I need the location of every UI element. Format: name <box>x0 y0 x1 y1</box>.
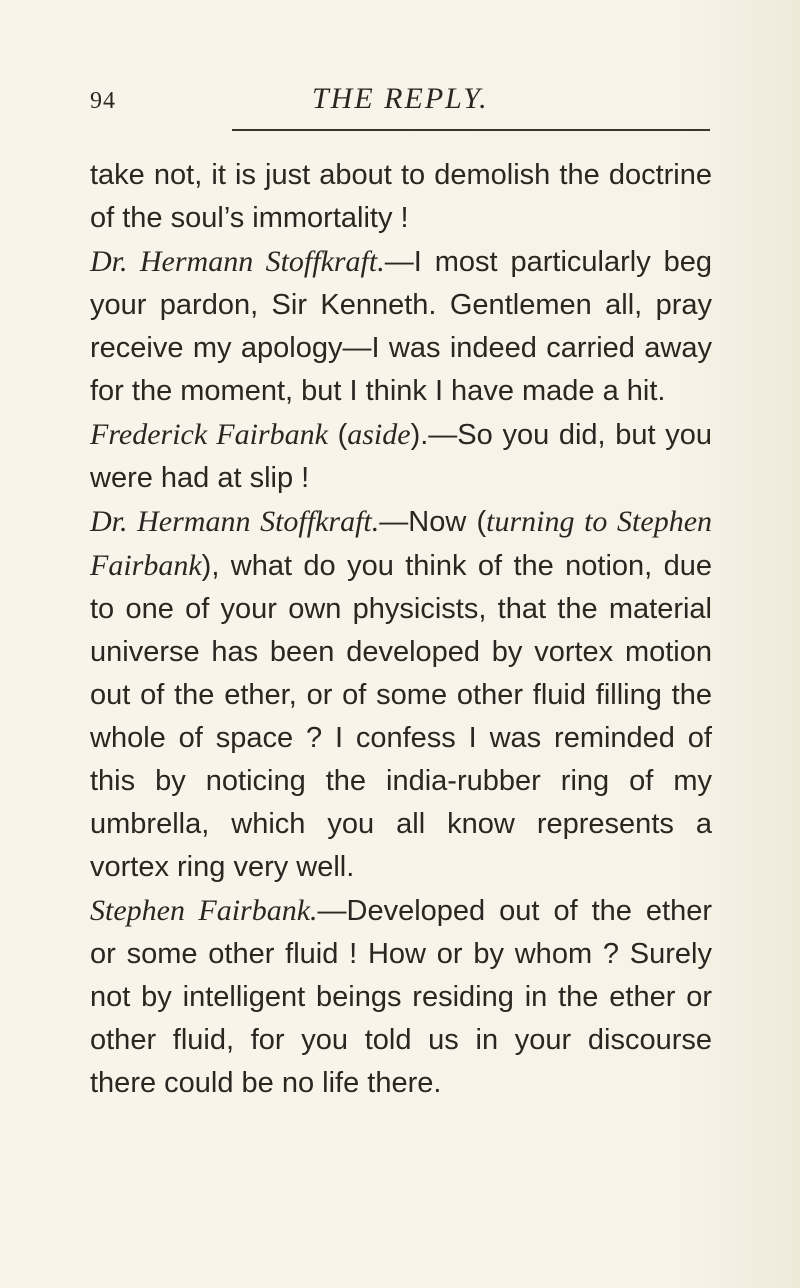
speaker-frederick-fairbank: Frederick Fairbank <box>90 418 328 451</box>
speaker-hermann-stoffkraft: Dr. Hermann Stoffkraft. <box>90 245 385 278</box>
paragraph-5 <box>90 889 712 1105</box>
paragraph-1 <box>90 154 712 240</box>
paragraph-1-text: take not, it is just about to demolish the doctrine of the soul’s immortality ! <box>90 159 712 234</box>
header-rule <box>232 129 710 131</box>
paragraph-4-text-before: —Now <box>379 506 477 538</box>
paragraph-4: Dr. Hermann Stoffkraft.—Now (turning to Stephen Fairbank), what do you think of the notion, due to one of your own physicists, that the material universe has been developed by vortex motion out of the ether, or of some other fluid filling the whole of space ? I confess I was reminded of this by noticing the india-rubber ring of my umbrella, which you all know represents a vortex ring very well. <box>90 505 713 883</box>
speaker-hermann-stoffkraft-2: Dr. Hermann Stoffkraft. <box>90 505 380 538</box>
stage-direction-turning: turning to Stephen Fairbank <box>90 505 713 582</box>
paragraph-2-text: —I most particularly beg your pardon, Sir Kenneth. Gentlemen all, pray receive my apology—I was indeed carried away for the moment, but I think I have made a hit. <box>90 246 713 407</box>
paragraph-5-text: —Developed out of the ether or some other fluid ! How or by whom ? Surely not by intelligent beings residing in the ether or other fluid, for you told us in your discourse there could be no life there. <box>90 895 712 1099</box>
stage-direction-aside: aside <box>347 418 411 451</box>
body-text <box>90 154 712 1105</box>
paragraph-2 <box>90 240 712 413</box>
paragraph-4-text-after: , what do you think of the notion, due to one of your own physicists, that the material universe has been developed by vortex motion out of the ether, or of some other fluid filling the whole of space ? I confess I was reminded of this by noticing the india-rubber ring of my umbrella, which you all know represents a vortex ring very well. <box>90 550 712 883</box>
paragraph-3: Frederick Fairbank (aside).—So you did, but you were had at slip ! <box>90 418 713 494</box>
paragraph-3-text: .—So you did, but you were had at slip ! <box>90 419 713 494</box>
page-header <box>90 82 710 122</box>
page-number: 94 <box>90 88 116 114</box>
running-head: THE REPLY. <box>312 82 489 115</box>
speaker-stephen-fairbank: Stephen Fairbank. <box>90 894 318 927</box>
